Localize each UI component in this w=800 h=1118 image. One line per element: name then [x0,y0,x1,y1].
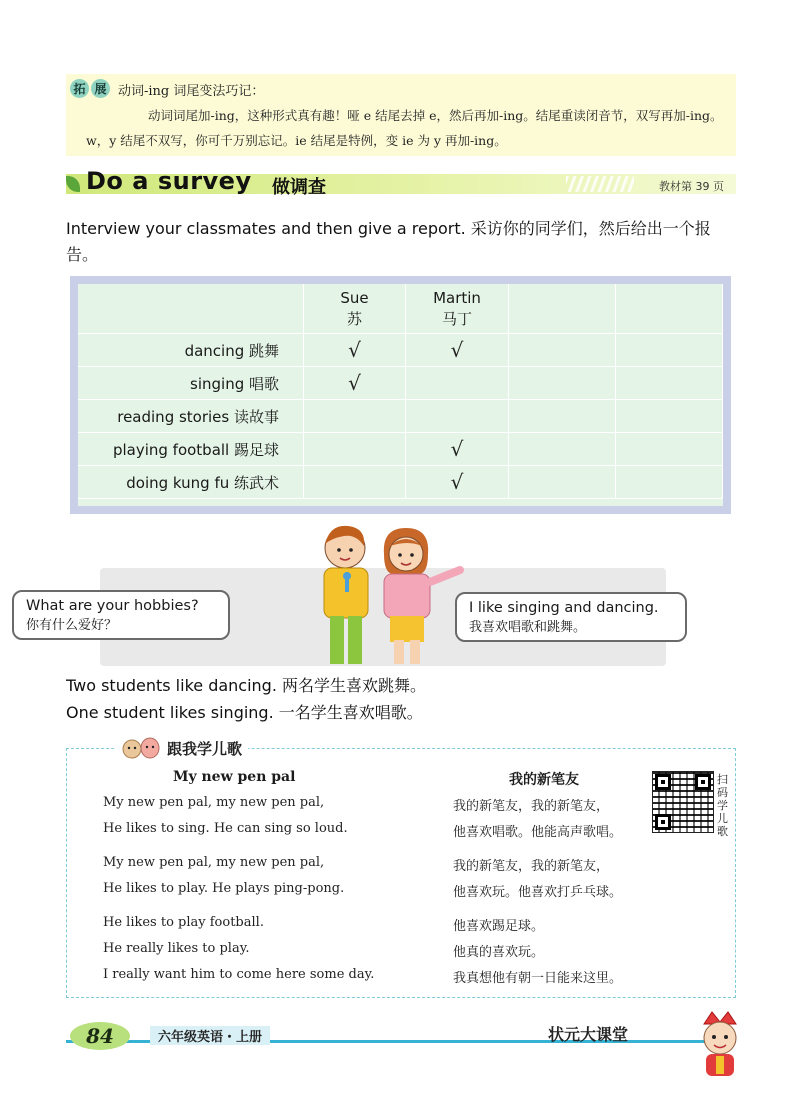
column-header [304,284,406,334]
answer-en: I like singing and dancing. [469,600,659,616]
song-tag [115,737,248,759]
activity-cell: reading stories 读故事 [78,400,304,433]
column-header [616,284,723,334]
check-mark-cell [509,334,616,367]
answer-bubble [455,592,687,642]
report-line: Two students like dancing. 两名学生喜欢跳舞。 [66,676,427,695]
boy-figure [324,526,368,664]
check-mark-cell [509,367,616,400]
tip-title: 动词-ing 词尾变法巧记： [118,84,265,99]
song-tag-title: 跟我学儿歌 [167,739,243,758]
tip-box [66,74,736,156]
check-mark-cell [406,367,509,400]
mascot-icon [690,1010,750,1080]
column-header-zh: 马丁 [441,309,472,328]
survey-table-frame [70,276,731,514]
section-title-en: Do a survey [86,167,252,195]
check-mark-cell [616,334,723,367]
activity-cell: singing 唱歌 [78,367,304,400]
column-header-en: Sue [340,288,369,307]
column-header [509,284,616,334]
check-mark-cell [616,400,723,433]
instruction-text: Interview your classmates and then give a report. 采访你的同学们，然后给出一个报告。 [66,219,711,264]
song-line-en: He likes to play. He plays ping-pong. [103,881,345,896]
page-number: 84 [86,1024,114,1048]
song-title-en: My new pen pal [173,769,296,785]
song-box [66,739,736,998]
song-title-zh: 我的新笔友 [509,772,579,788]
activity-cell: doing kung fu 练武术 [78,466,304,499]
column-header [406,284,509,334]
section-stripes [566,176,634,192]
question-zh: 你有什么爱好？ [26,618,118,633]
check-mark-cell [509,433,616,466]
book-grade-label: 六年级英语・上册 [150,1026,270,1045]
tip-badge [70,79,110,98]
check-mark-cell: √ [406,466,509,499]
tip-badge-char: 拓 [70,79,89,98]
check-mark-cell [616,367,723,400]
qr-code[interactable] [652,771,714,833]
page-number-badge [70,1022,130,1050]
qr-label: 扫码学儿歌 [717,773,728,838]
question-bubble [12,590,230,640]
song-line-zh: 他喜欢踢足球。 [453,919,545,934]
song-line-en: He likes to sing. He can sing so loud. [103,821,348,836]
activity-cell: playing football 踢足球 [78,433,304,466]
activity-cell: dancing 跳舞 [78,334,304,367]
peanut-mascot-icon [121,737,161,759]
check-mark-cell [616,433,723,466]
brand-name: 状元大课堂 [548,1025,629,1044]
check-mark-cell [304,433,406,466]
textbook-reference: 教材第 39 页 [659,180,724,193]
question-en: What are your hobbies? [26,598,199,614]
section-header [66,168,736,198]
song-line-zh: 我真想他有朝一日能来这里。 [453,971,623,986]
table-corner-cell [78,284,304,334]
check-mark-cell [304,466,406,499]
girl-figure [384,528,460,664]
column-header-zh: 苏 [346,309,362,328]
check-mark-cell: √ [304,367,406,400]
song-line-zh: 他喜欢唱歌。他能高声歌唱。 [453,825,623,840]
survey-table [78,284,723,506]
column-header-en: Martin [433,288,481,307]
song-line-en: I really want him to come here some day. [103,967,375,982]
check-mark-cell [509,400,616,433]
tip-body: 动词词尾加-ing，这种形式真有趣！哑 e 结尾去掉 e，然后再加-ing。结尾重读闭音节，双写再加-ing。w，y 结尾不双写，你可千万别忘记。ie 结尾是特例，变 ie 为 y 再加-ing。 [86,108,723,148]
check-mark-cell [406,400,509,433]
check-mark-cell [509,466,616,499]
check-mark-cell: √ [304,334,406,367]
check-mark-cell: √ [406,334,509,367]
report-line: One student likes singing. 一名学生喜欢唱歌。 [66,703,423,722]
check-mark-cell [616,466,723,499]
song-line-en: He likes to play football. [103,915,264,930]
tip-badge-char: 展 [91,79,110,98]
song-line-zh: 我的新笔友，我的新笔友， [453,859,610,874]
check-mark-cell: √ [406,433,509,466]
answer-zh: 我喜欢唱歌和跳舞。 [469,620,587,635]
children-illustration [300,520,480,666]
song-line-en: My new pen pal, my new pen pal, [103,855,325,870]
song-line-en: My new pen pal, my new pen pal, [103,795,325,810]
song-line-zh: 我的新笔友，我的新笔友， [453,799,610,814]
song-line-zh: 他真的喜欢玩。 [453,945,545,960]
song-line-zh: 他喜欢玩。他喜欢打乒乓球。 [453,885,623,900]
section-title-zh: 做调查 [272,177,326,198]
song-line-en: He really likes to play. [103,941,250,956]
check-mark-cell [304,400,406,433]
report-text [66,672,426,726]
